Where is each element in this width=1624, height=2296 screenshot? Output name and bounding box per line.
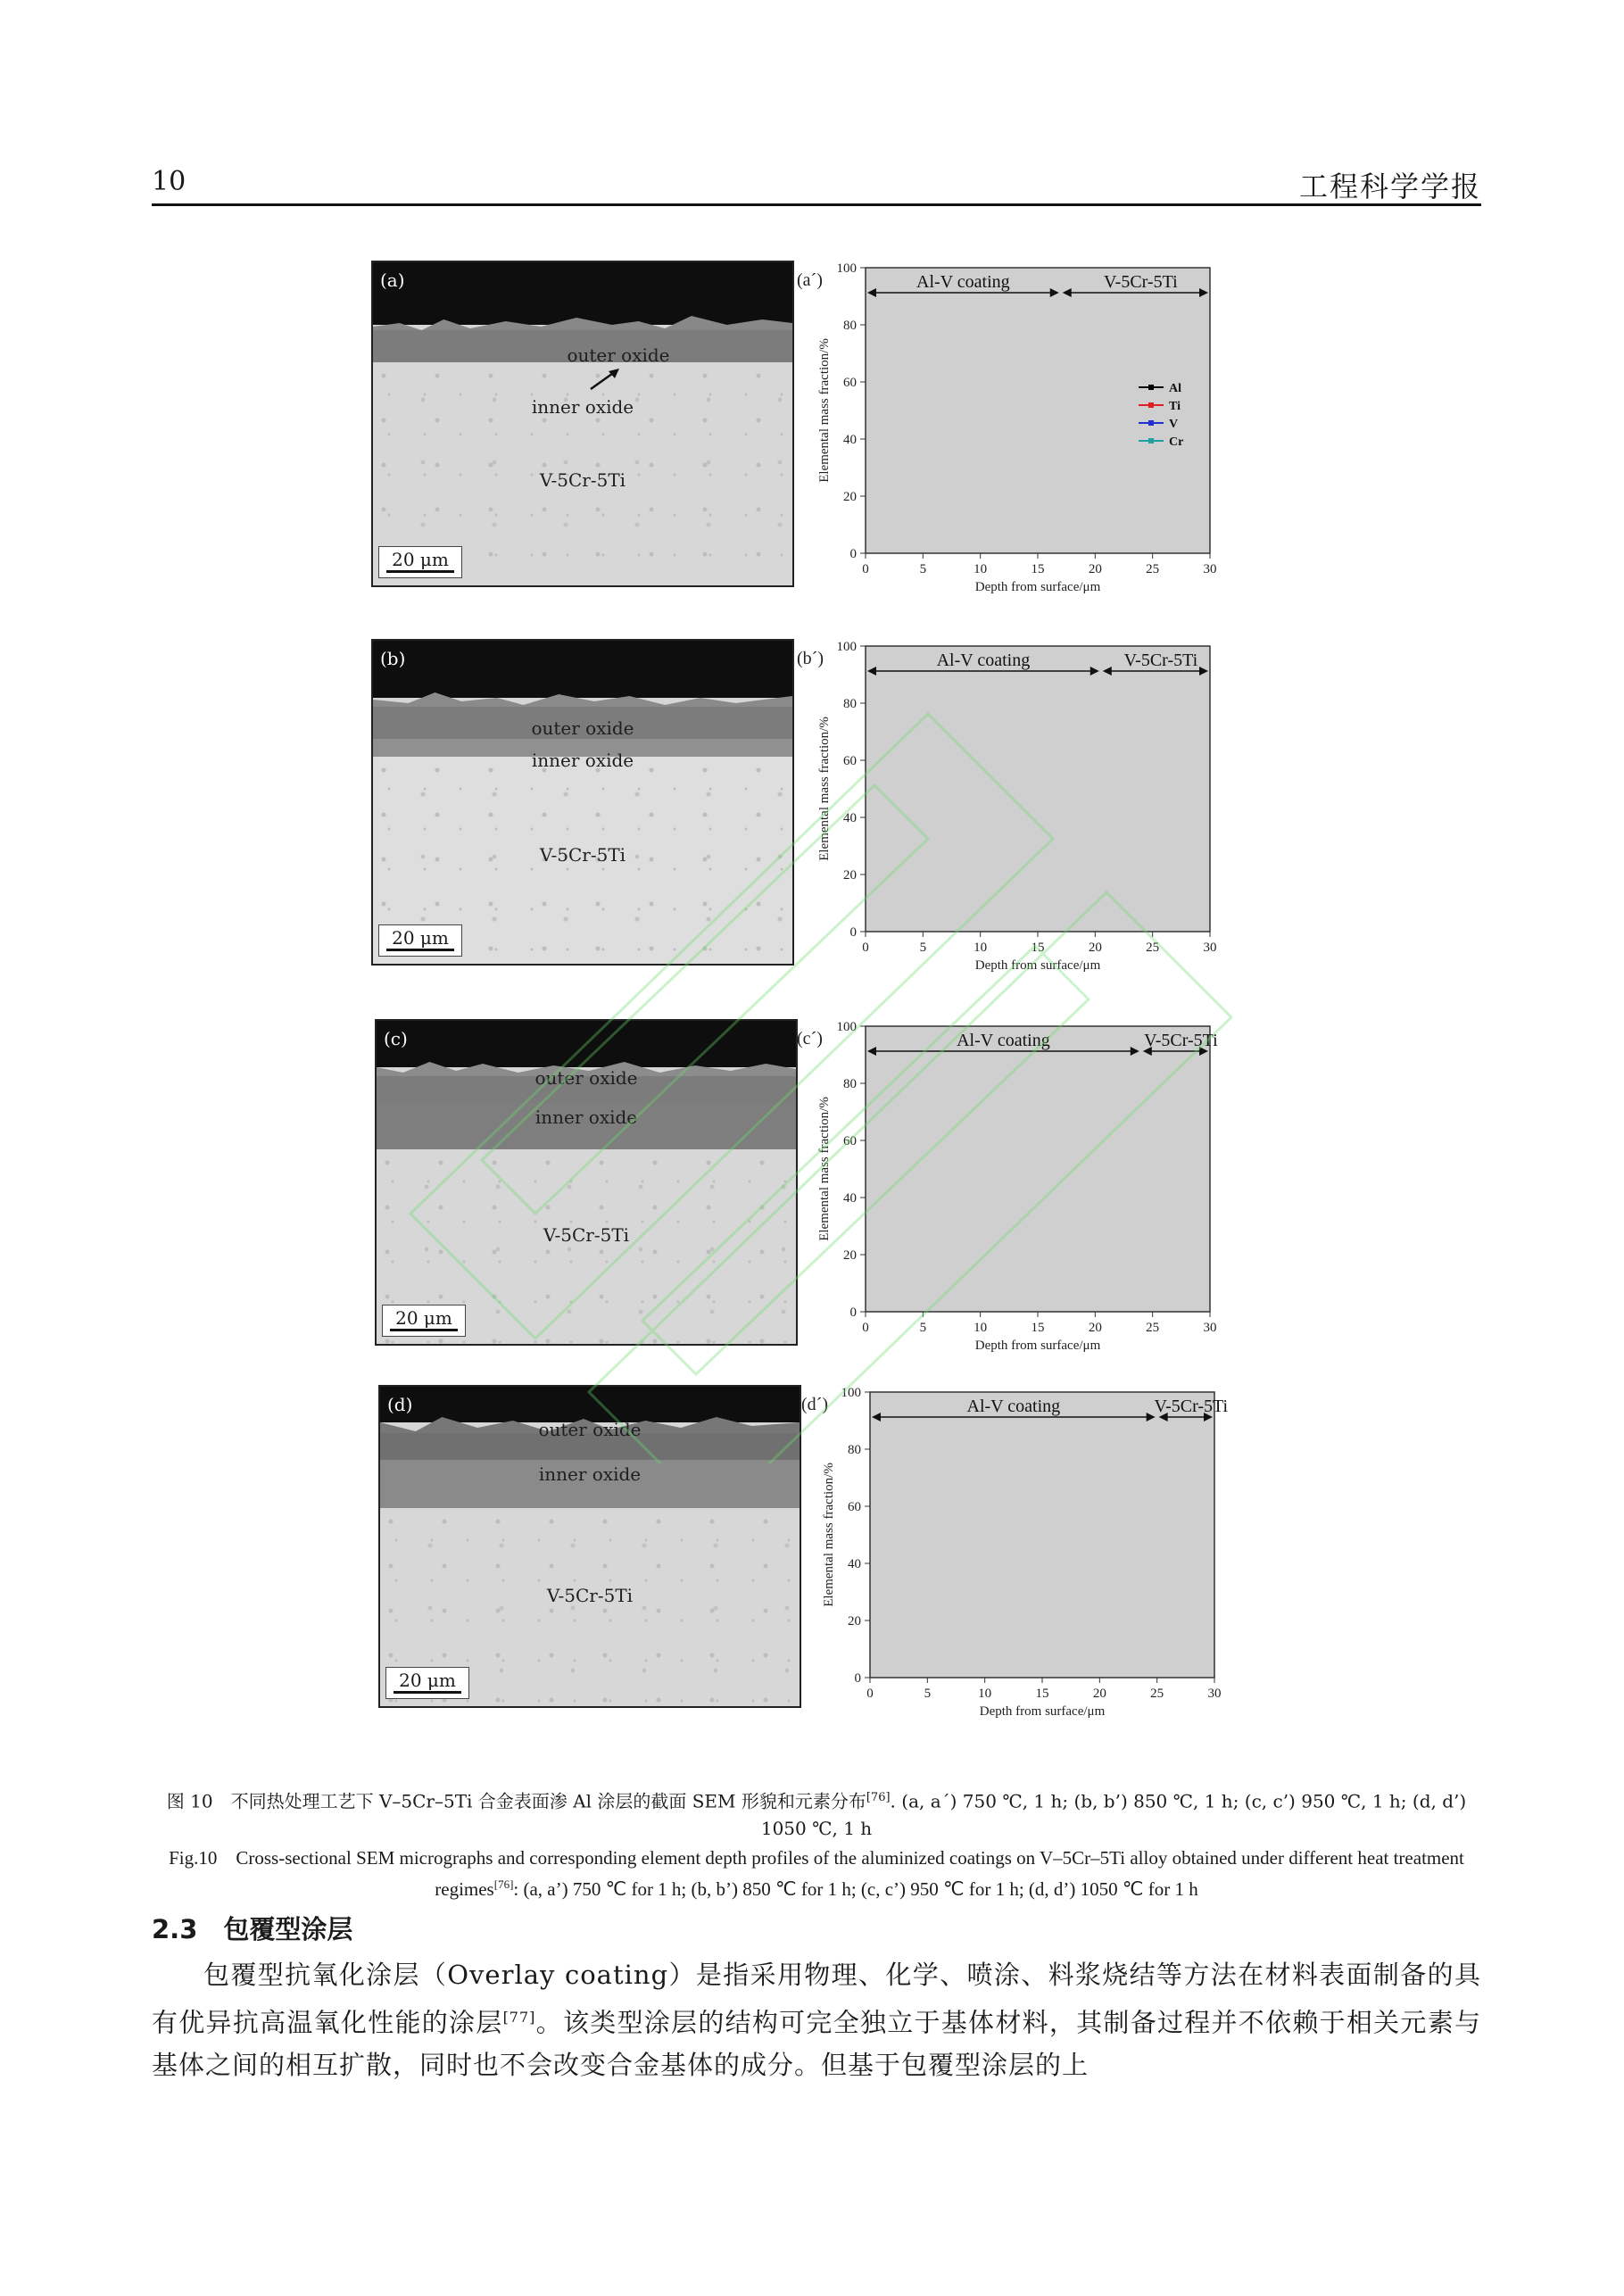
- y-axis-label: Elemental mass fraction/%: [817, 338, 832, 483]
- substrate-region-label: V-5Cr-5Ti: [1104, 272, 1178, 292]
- y-axis-label: Elemental mass fraction/%: [817, 717, 832, 861]
- x-tick-label: 5: [924, 1687, 932, 1701]
- substrate-label: V-5Cr-5Ti: [539, 844, 626, 866]
- y-tick-label: 20: [848, 1614, 861, 1629]
- legend-marker: [1148, 385, 1154, 390]
- legend-marker: [1148, 438, 1154, 443]
- scale-bar: 20 μm: [378, 924, 462, 957]
- scale-bar: 20 μm: [385, 1667, 469, 1699]
- x-tick-label: 15: [1031, 1321, 1045, 1335]
- outer-oxide-label: outer oxide: [531, 717, 634, 739]
- coating-region-label: Al-V coating: [916, 272, 1010, 292]
- legend-entry: Cr: [1169, 435, 1184, 449]
- legend-marker: [1148, 402, 1154, 408]
- outer-oxide-label: outer oxide: [538, 1419, 642, 1440]
- x-tick-label: 10: [974, 1321, 988, 1335]
- x-tick-label: 25: [1150, 1687, 1164, 1701]
- x-tick-label: 20: [1088, 941, 1102, 955]
- x-axis-label: Depth from surface/μm: [974, 1339, 1101, 1353]
- arrow-icon: [587, 366, 623, 393]
- x-tick-label: 15: [1031, 562, 1045, 576]
- y-tick-label: 80: [848, 1443, 861, 1457]
- y-tick-label: 60: [843, 754, 857, 768]
- x-tick-label: 0: [862, 1321, 869, 1335]
- substrate-region-label: V-5Cr-5Ti: [1123, 651, 1198, 670]
- sem-panel-label: (a): [380, 269, 405, 291]
- figure-caption-en: Fig.10 Cross-sectional SEM micrographs and corresponding element depth profiles of the aluminized coatings on V–5Cr–5Ti alloy obtained under different heat treatment regimes[76]: (a, a’) 750 ℃ for 1 h; (b, b’) 850 ℃ for 1 h; (c, c’) 950 ℃ for 1 h; (d, d’) 1050 ℃ for 1 h: [169, 1847, 1464, 1900]
- x-tick-label: 30: [1203, 1321, 1217, 1335]
- y-tick-label: 100: [836, 1020, 857, 1034]
- y-tick-label: 40: [848, 1557, 861, 1571]
- y-tick-label: 40: [843, 1191, 857, 1206]
- plot-area: [866, 268, 1210, 553]
- x-tick-label: 15: [1035, 1687, 1049, 1701]
- sem-panel-label: (b): [380, 648, 406, 669]
- x-axis-label: Depth from surface/μm: [974, 958, 1101, 973]
- y-tick-label: 60: [843, 1134, 857, 1148]
- coating-region-label: Al-V coating: [957, 1031, 1050, 1050]
- sem-panel-label: (d): [387, 1394, 413, 1415]
- sem-micrograph-b: [371, 639, 794, 966]
- x-tick-label: 30: [1203, 562, 1217, 576]
- y-tick-label: 80: [843, 697, 857, 711]
- x-tick-label: 25: [1146, 562, 1160, 576]
- body-paragraph: 包覆型抗氧化涂层（Overlay coating）是指采用物理、化学、喷涂、料浆烧结等方法在材料表面制备的具有优异抗高温氧化性能的涂层[77]。该类型涂层的结构可完全独立于基体材料，其制备过程并不依赖于相关元素与基体之间的相互扩散，同时也不会改变合金基体的成分。但基于包覆型涂层的上: [152, 1960, 1481, 2080]
- y-tick-label: 40: [843, 433, 857, 447]
- y-tick-label: 0: [854, 1671, 861, 1686]
- substrate-region-label: V-5Cr-5Ti: [1144, 1031, 1218, 1050]
- header-rule: [152, 203, 1481, 206]
- substrate-region-label: V-5Cr-5Ti: [1154, 1397, 1229, 1416]
- depth-profile-plot-c: [790, 1012, 1272, 1355]
- figure-caption-cn: 图 10 不同热处理工艺下 V–5Cr–5Ti 合金表面渗 Al 涂层的截面 SEM 形貌和元素分布[76]. (a, a´) 750 ℃, 1 h; (b, b’) 850 ℃, 1 h; (c, c’) 950 ℃, 1 h; (d, d’) 1050 ℃, 1 h: [166, 1790, 1467, 1839]
- y-axis-label: Elemental mass fraction/%: [822, 1463, 836, 1607]
- y-tick-label: 20: [843, 1248, 857, 1263]
- x-tick-label: 25: [1146, 1321, 1160, 1335]
- legend-entry: Ti: [1169, 400, 1181, 413]
- y-tick-label: 80: [843, 1077, 857, 1091]
- y-tick-label: 0: [849, 1305, 857, 1320]
- coating-region-label: Al-V coating: [966, 1397, 1061, 1416]
- x-tick-label: 0: [862, 562, 869, 576]
- x-axis-label: Depth from surface/μm: [974, 580, 1101, 594]
- x-tick-label: 25: [1146, 941, 1160, 955]
- x-tick-label: 0: [866, 1687, 874, 1701]
- inner-oxide-label: inner oxide: [534, 1107, 638, 1128]
- x-tick-label: 20: [1088, 562, 1102, 576]
- substrate-label: V-5Cr-5Ti: [539, 469, 626, 491]
- plot-area: [866, 646, 1210, 932]
- x-tick-label: 5: [919, 562, 927, 576]
- legend-entry: V: [1169, 418, 1179, 431]
- x-tick-label: 10: [974, 562, 988, 576]
- depth-profile-plot-b: [790, 632, 1272, 975]
- inner-oxide-label: inner oxide: [538, 1463, 642, 1485]
- substrate-label: V-5Cr-5Ti: [543, 1224, 630, 1246]
- page-number: 10: [152, 166, 186, 197]
- coating-region-label: Al-V coating: [936, 651, 1031, 670]
- x-tick-label: 20: [1088, 1321, 1102, 1335]
- legend-entry: Al: [1169, 382, 1181, 395]
- y-tick-label: 60: [848, 1500, 861, 1514]
- y-tick-label: 20: [843, 868, 857, 883]
- x-tick-label: 5: [919, 941, 927, 955]
- section-heading: 2.3 包覆型涂层: [152, 1914, 353, 1944]
- scale-bar: 20 μm: [378, 546, 462, 578]
- x-tick-label: 15: [1031, 941, 1045, 955]
- y-tick-label: 0: [849, 925, 857, 940]
- plot-panel-label: (c´): [797, 1029, 823, 1049]
- plot-panel-label: (b´): [797, 649, 824, 668]
- depth-profile-plot-d: [794, 1378, 1276, 1721]
- substrate-label: V-5Cr-5Ti: [546, 1585, 634, 1606]
- x-tick-label: 10: [978, 1687, 992, 1701]
- scale-bar: 20 μm: [382, 1305, 466, 1337]
- x-tick-label: 30: [1203, 941, 1217, 955]
- plot-panel-label: (d´): [801, 1395, 828, 1414]
- y-axis-label: Elemental mass fraction/%: [817, 1097, 832, 1241]
- x-tick-label: 10: [974, 941, 988, 955]
- x-tick-label: 0: [862, 941, 869, 955]
- legend-marker: [1148, 420, 1154, 426]
- y-tick-label: 100: [836, 261, 857, 276]
- page-header: [152, 161, 1481, 205]
- outer-oxide-label: outer oxide: [534, 1067, 638, 1089]
- y-tick-label: 60: [843, 376, 857, 390]
- plot-area: [870, 1392, 1214, 1678]
- outer-oxide-label: outer oxide: [567, 344, 670, 366]
- y-tick-label: 20: [843, 490, 857, 504]
- x-tick-label: 30: [1207, 1687, 1222, 1701]
- sem-panel-label: (c): [384, 1028, 408, 1049]
- inner-oxide-label: inner oxide: [531, 750, 634, 771]
- y-tick-label: 100: [836, 640, 857, 654]
- y-tick-label: 80: [843, 319, 857, 333]
- x-tick-label: 5: [919, 1321, 927, 1335]
- plot-area: [866, 1026, 1210, 1312]
- x-tick-label: 20: [1092, 1687, 1106, 1701]
- y-tick-label: 100: [841, 1386, 861, 1400]
- depth-profile-plot-a: [790, 253, 1272, 597]
- journal-name: 工程科学学报: [1298, 170, 1481, 203]
- plot-panel-label: (a´): [797, 270, 823, 290]
- sem-micrograph-d: [378, 1385, 801, 1708]
- x-axis-label: Depth from surface/μm: [979, 1704, 1106, 1719]
- sem-micrograph-c: [375, 1019, 798, 1346]
- sem-micrograph-a: [371, 261, 794, 587]
- inner-oxide-label: inner oxide: [531, 396, 634, 418]
- y-tick-label: 40: [843, 811, 857, 825]
- y-tick-label: 0: [849, 547, 857, 561]
